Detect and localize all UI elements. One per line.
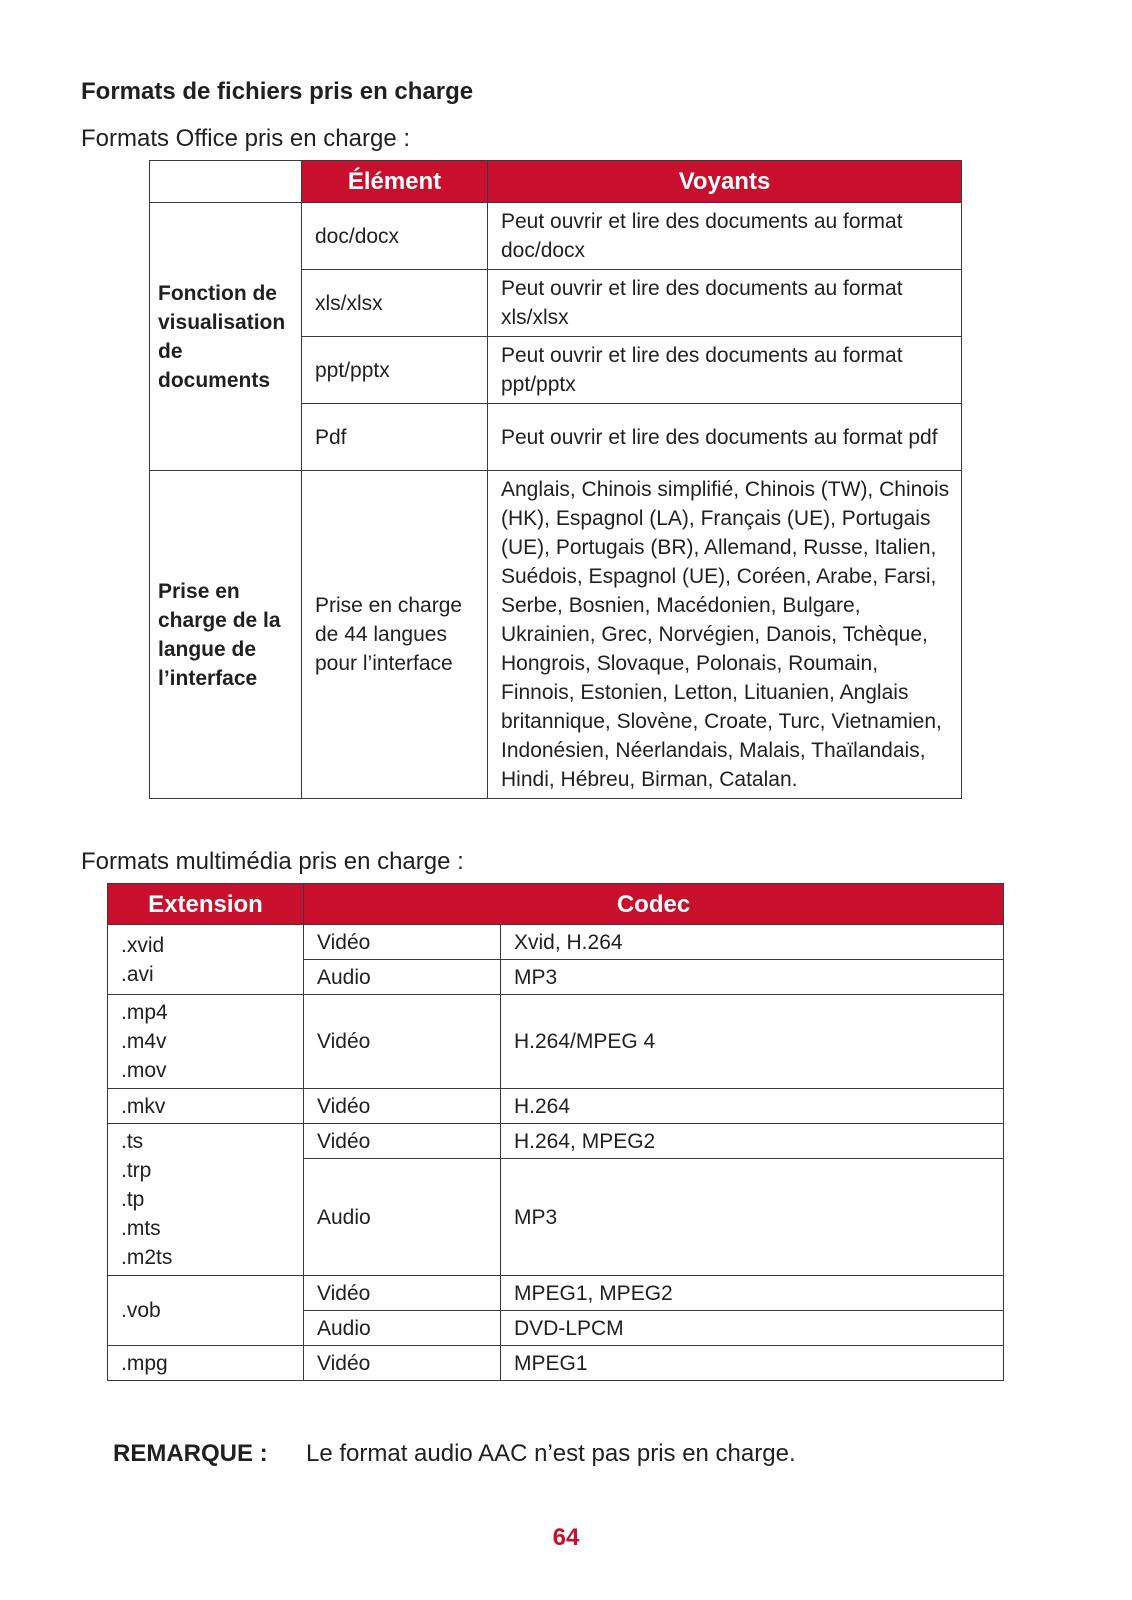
codec-cell: H.264, MPEG2	[501, 1124, 1004, 1159]
extension-item: .m2ts	[121, 1246, 173, 1269]
codec-cell: H.264/MPEG 4	[501, 995, 1004, 1089]
lang-element-cell: Prise en charge de 44 langues pour l’interface	[302, 471, 488, 799]
description-cell: Peut ouvrir et lire des documents au format xls/xlsx	[488, 270, 962, 337]
extension-item: .mpg	[121, 1351, 168, 1375]
codec-cell: H.264	[501, 1089, 1004, 1124]
codec-cell: MPEG1	[501, 1346, 1004, 1381]
media-type-cell: Audio	[304, 960, 501, 995]
lang-list-cell: Anglais, Chinois simplifié, Chinois (TW), Chinois (HK), Espagnol (LA), Français (UE), Portugais (UE), Portugais (BR), Allemand, Russe, Italien, Suédois, Espagnol (UE), Coréen, Arabe, Farsi, Serbe, Bosnien, Macédonien, Bulgare, Ukrainien, Grec, Norvégien, Danois, Tchèque, Hongrois, Slovaque, Polonais, Roumain, Finnois, Estonien, Letton, Lituanien, Anglais britannique, Slovène, Croate, Turc, Vietnamien, Indonésien, Néerlandais, Malais, Thaïlandais, Hindi, Hébreu, Birman, Catalan.	[488, 471, 962, 799]
media-row	[108, 1346, 1004, 1381]
codec-cell: MP3	[501, 1159, 1004, 1276]
extension-cell	[108, 1276, 304, 1346]
description-cell: Peut ouvrir et lire des documents au format doc/docx	[488, 203, 962, 270]
header-codec: Codec	[304, 884, 1004, 925]
extension-cell	[108, 1346, 304, 1381]
codec-cell: Xvid, H.264	[501, 925, 1004, 960]
media-type-cell: Vidéo	[304, 1276, 501, 1311]
description-cell: Peut ouvrir et lire des documents au format pdf	[488, 404, 962, 471]
element-cell: xls/xlsx	[302, 270, 488, 337]
media-type-cell: Vidéo	[304, 1124, 501, 1159]
extension-item: .m4v	[121, 1030, 167, 1053]
header-voyants: Voyants	[488, 161, 962, 203]
element-cell: doc/docx	[302, 203, 488, 270]
extension-cell	[108, 925, 304, 995]
header-element: Élément	[302, 161, 488, 203]
media-row	[108, 1124, 1004, 1159]
media-row	[108, 1276, 1004, 1311]
media-formats-subtitle: Formats multimédia pris en charge :	[81, 848, 464, 875]
note-label: REMARQUE :	[113, 1440, 268, 1467]
media-row	[108, 1089, 1004, 1124]
lang-section-label: Prise en charge de la langue de l’interface	[150, 471, 302, 799]
extension-item: .avi	[121, 962, 154, 986]
media-row	[108, 995, 1004, 1089]
extension-item: .mp4	[121, 1001, 168, 1024]
codec-cell: MPEG1, MPEG2	[501, 1276, 1004, 1311]
media-type-cell: Vidéo	[304, 995, 501, 1089]
element-cell: Pdf	[302, 404, 488, 471]
extension-item: .ts	[121, 1130, 144, 1153]
extension-cell	[108, 995, 304, 1089]
doc-section-label: Fonction de visualisation de documents	[150, 203, 302, 471]
header-extension: Extension	[108, 884, 304, 925]
page-title: Formats de fichiers pris en charge	[81, 78, 474, 105]
extension-cell	[108, 1089, 304, 1124]
media-type-cell: Audio	[304, 1311, 501, 1346]
extension-cell	[108, 1124, 304, 1276]
extension-item: .trp	[121, 1159, 152, 1182]
codec-cell: MP3	[501, 960, 1004, 995]
page-number: 64	[552, 1524, 580, 1551]
extension-item: .mov	[121, 1059, 167, 1082]
extension-item: .xvid	[121, 933, 165, 957]
media-type-cell: Vidéo	[304, 1346, 501, 1381]
codec-cell: DVD-LPCM	[501, 1311, 1004, 1346]
media-type-cell: Vidéo	[304, 1089, 501, 1124]
blank-header-cell	[150, 161, 302, 203]
extension-item: .mkv	[121, 1094, 166, 1118]
extension-item: .mts	[121, 1217, 161, 1240]
office-formats-table	[149, 160, 962, 799]
office-formats-subtitle: Formats Office pris en charge :	[81, 125, 411, 152]
element-cell: ppt/pptx	[302, 337, 488, 404]
media-type-cell: Audio	[304, 1159, 501, 1276]
media-type-cell: Vidéo	[304, 925, 501, 960]
extension-item: .vob	[121, 1299, 161, 1322]
note-text: Le format audio AAC n’est pas pris en charge.	[306, 1440, 796, 1467]
description-cell: Peut ouvrir et lire des documents au format ppt/pptx	[488, 337, 962, 404]
media-formats-table	[107, 883, 1004, 1381]
extension-item: .tp	[121, 1188, 145, 1211]
media-row	[108, 925, 1004, 960]
